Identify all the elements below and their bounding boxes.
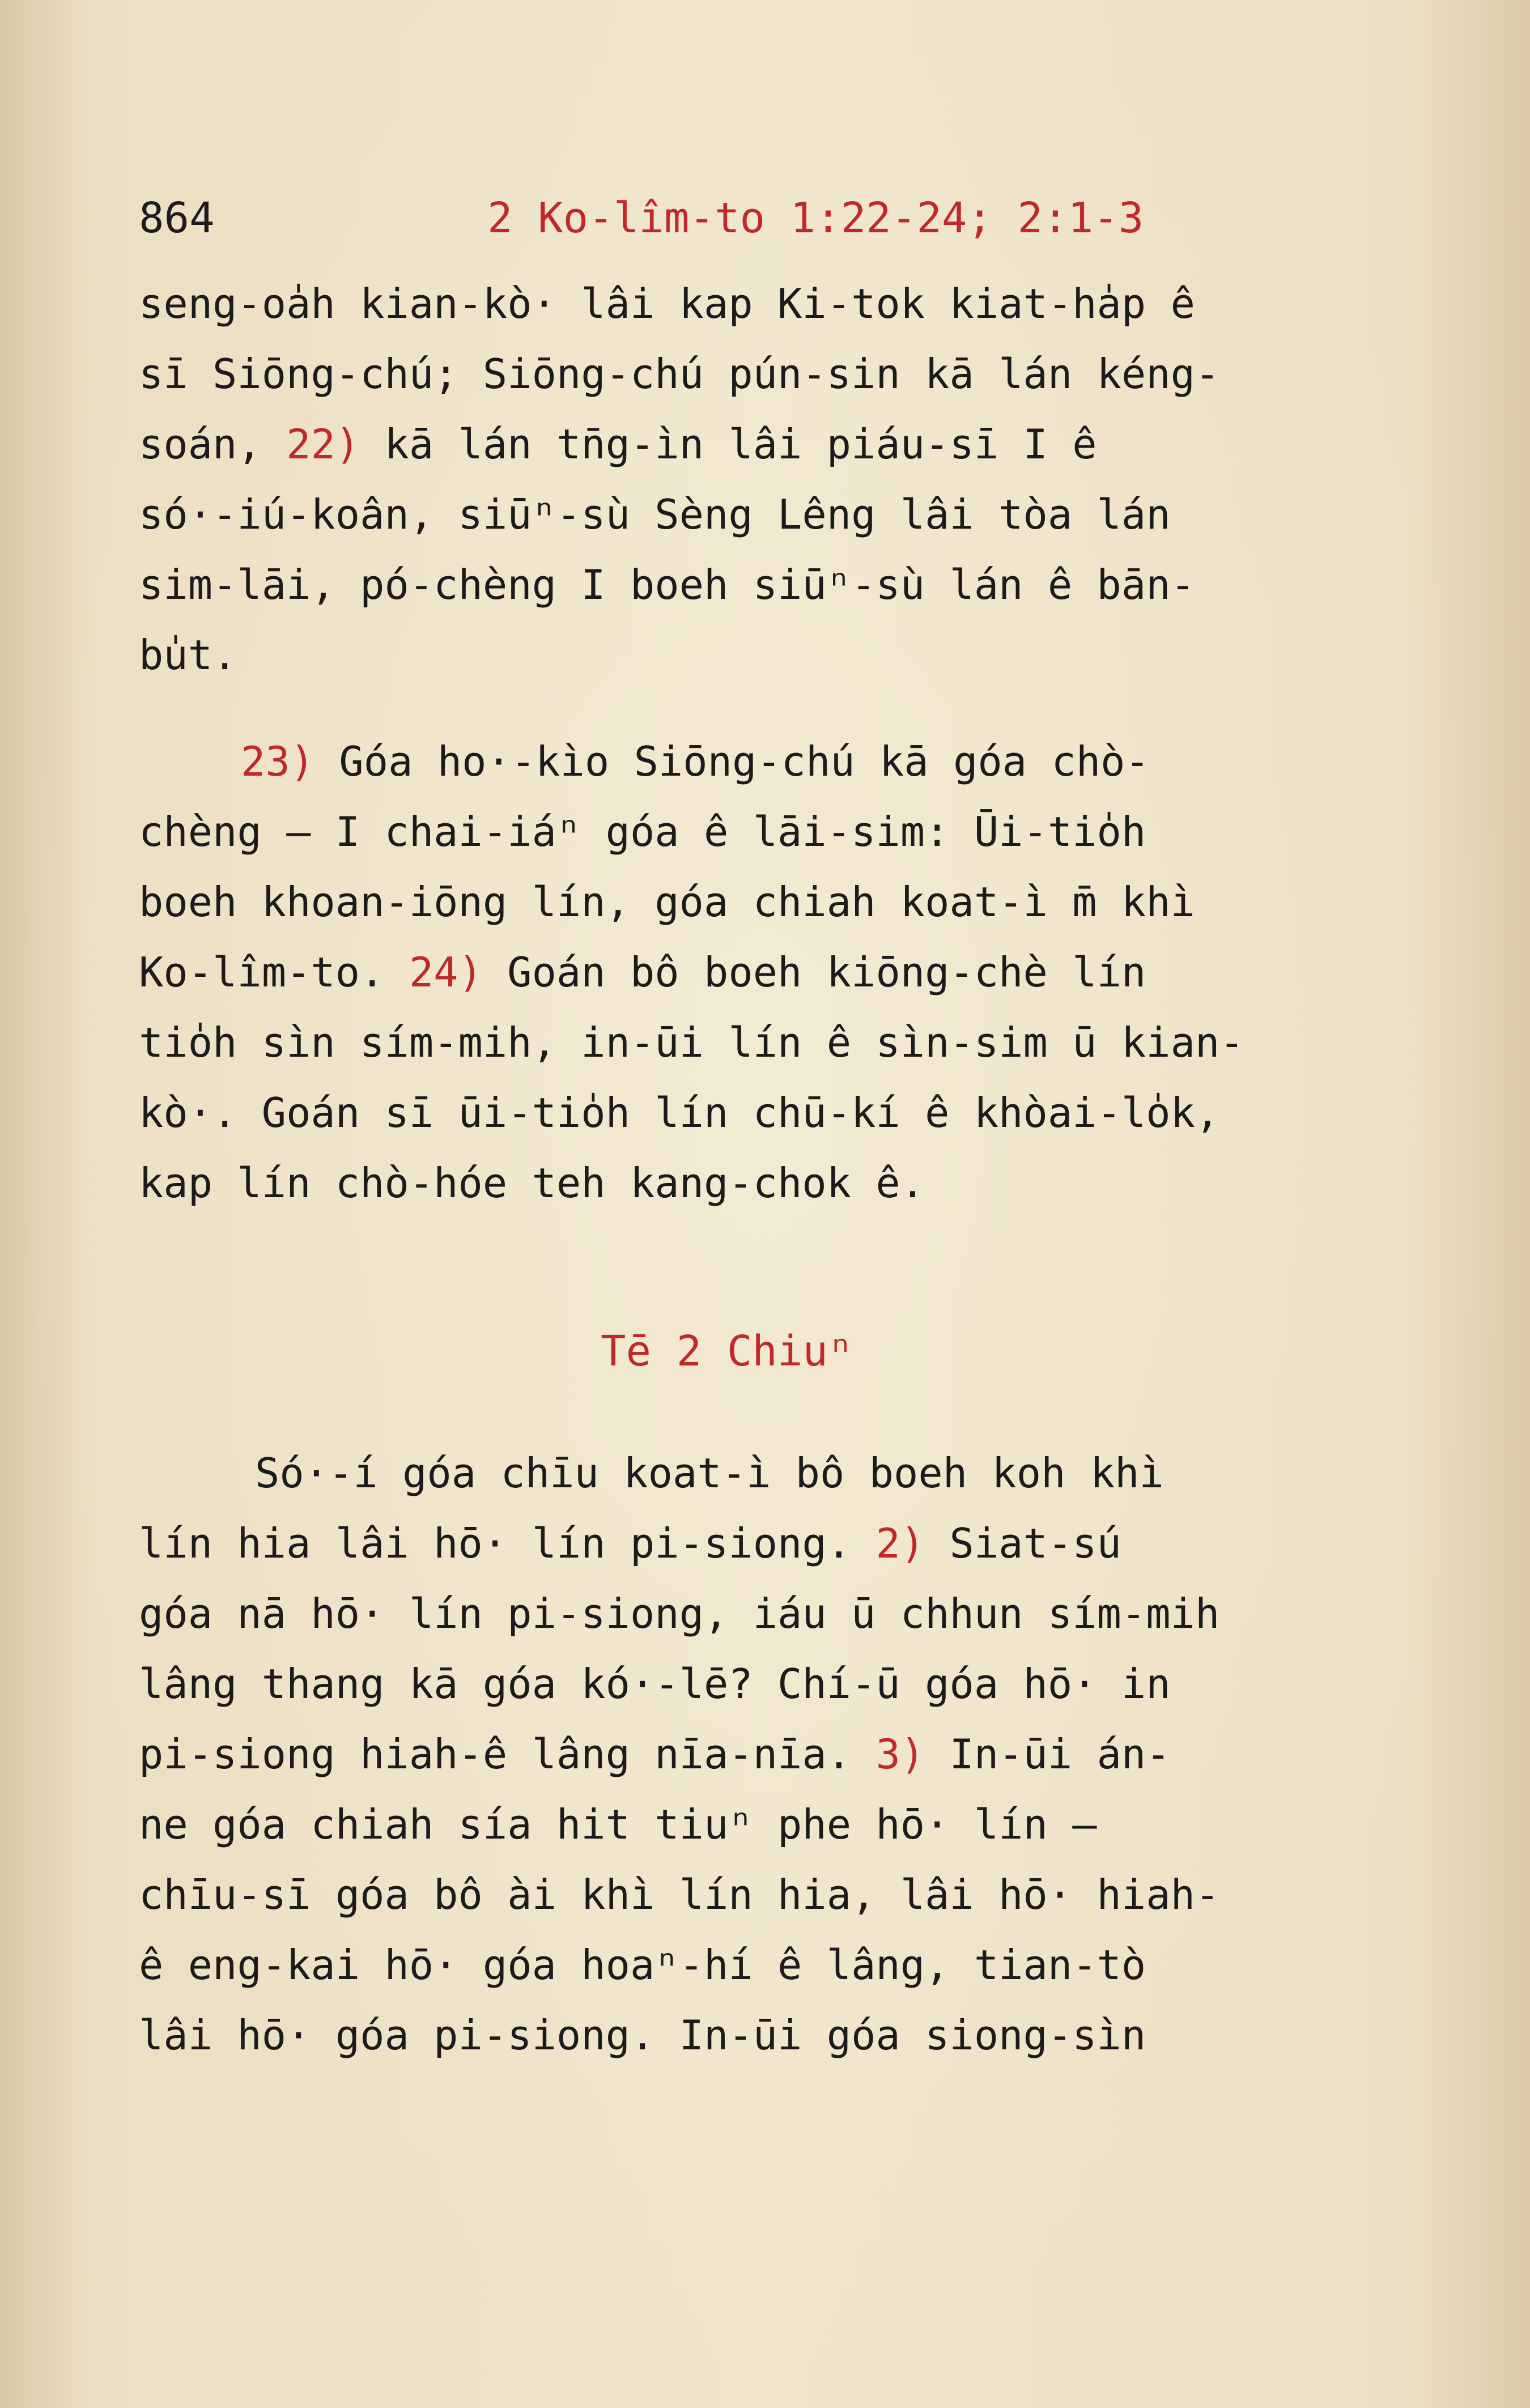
text-line: kò·. Goán sī ūi-tio̍h lín chū-kí ê khòai-lo̍k, [139,1089,1220,1137]
text-line: chīu-sī góa bô ài khì lín hia, lâi hō· hiah- [139,1871,1220,1918]
text-line: 23) Góa ho·-kìo Siōng-chú kā góa chò- [241,738,1150,785]
text-line: Ko-lîm-to. 24) Goán bô boeh kiōng-chè lín [139,948,1146,996]
text-line: tio̍h sìn sím-mih, in-ūi lín ê sìn-sim ū kian- [139,1019,1244,1066]
text-line: lín hia lâi hō· lín pi-siong. 2) Siat-sú [139,1520,1121,1567]
text-line: sī Siōng-chú; Siōng-chú pún-sin kā lán kéng- [139,350,1220,398]
verse-number: 23) [241,738,315,785]
text-line: Só·-í góa chīu koat-ì bô boeh koh khì [255,1449,1164,1497]
running-head: 2 Ko-lîm-to 1:22-24; 2:1-3 [487,194,1144,242]
text-line: boeh khoan-iōng lín, góa chiah koat-ì m̄ khì [139,878,1195,926]
chapter-heading: Tē 2 Chiuⁿ [601,1327,853,1376]
text-line: ne góa chiah sía hit tiuⁿ phe hō· lín — [139,1801,1097,1848]
paragraph-3 [139,1438,1442,2070]
text-line: sim-lāi, pó-chèng I boeh siūⁿ-sù lán ê bān- [139,561,1195,609]
text-line: pi-siong hiah-ê lâng nīa-nīa. 3) In-ūi án- [139,1730,1171,1778]
text-line: só·-iú-koân, siūⁿ-sù Sèng Lêng lâi tòa lán [139,491,1171,538]
paragraph-2 [139,726,1442,1218]
verse-number: 24) [409,948,483,996]
text-line: kap lín chò-hóe teh kang-chok ê. [139,1159,925,1207]
verse-number: 22) [286,420,360,468]
verse-number: 3) [876,1730,925,1778]
text-line: góa nā hō· lín pi-siong, iáu ū chhun sím-mih [139,1590,1220,1637]
text-line: bu̍t. [139,631,237,679]
page-header [139,190,1420,246]
text-line: ê eng-kai hō· góa hoaⁿ-hí ê lâng, tian-tò [139,1941,1146,1989]
text-line: seng-oa̍h kian-kò· lâi kap Ki-tok kiat-ha̍p ê [139,280,1195,327]
text-line: lâi hō· góa pi-siong. In-ūi góa siong-sìn [139,2011,1146,2059]
text-line: soán, 22) kā lán tn̄g-ìn lâi piáu-sī I ê [139,420,1097,468]
paragraph-1 [139,269,1442,690]
text-line: chèng — I chai-iáⁿ góa ê lāi-sim: Ūi-tio̍h [139,808,1146,856]
text-line: lâng thang kā góa kó·-lē? Chí-ū góa hō· in [139,1660,1171,1708]
verse-number: 2) [876,1520,925,1567]
page-number: 864 [139,194,215,242]
